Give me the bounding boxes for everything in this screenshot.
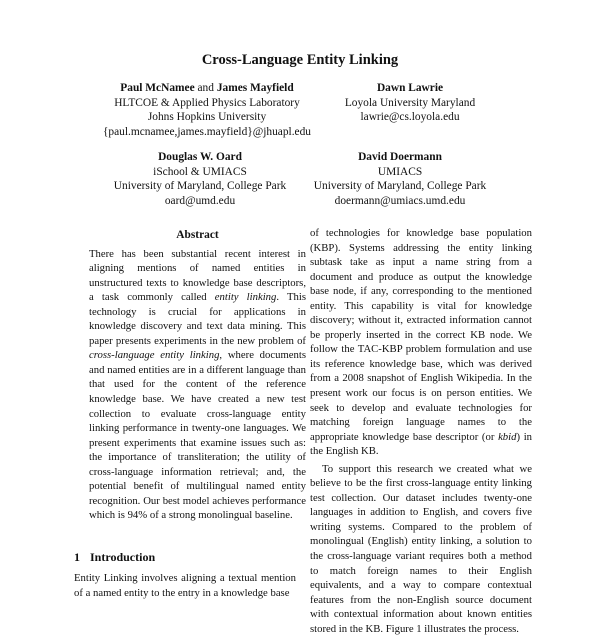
author-institution: University of Maryland, College Park (113, 180, 287, 193)
author-email: {paul.mcnamee,james.mayfield}@jhuapl.edu (102, 125, 312, 138)
right-column-body (310, 226, 532, 636)
author-name-mayfield: James Mayfield (216, 82, 294, 94)
author-affiliation: iSchool & UMIACS (153, 165, 247, 178)
author-email: lawrie@cs.loyola.edu (360, 111, 460, 124)
body-paragraph: of technologies for knowledge base population (KBP). Systems addressing the entity linking subtask take as input a name string from a document and produce as output the knowledge base node, if any, corresponding to the mentioned entity. This capability is vital for knowledge discovery; without it, extracted information cannot be properly inserted in the correct KB node. We follow the TAC-KBP problem formulation and use its reference knowledge base, which was derived from a 2008 snapshot of English Wikipedia. In the present work our focus is on person entities. We seek to develop and evaluate technologies for matching foreign language names to the appropriate knowledge base descriptor (or kbid) in the English KB. (310, 227, 533, 458)
author-institution: Johns Hopkins University (147, 111, 267, 124)
abstract-heading: Abstract (176, 229, 219, 241)
abstract-section (89, 228, 306, 523)
author-name-mcnamee: Paul McNamee (120, 82, 195, 94)
author-institution: University of Maryland, College Park (313, 180, 487, 193)
author-block-oard (100, 150, 300, 208)
author-institution: Loyola University Maryland (344, 96, 476, 109)
author-block-mcnamee-mayfield (84, 81, 330, 139)
section-title: Introduction (90, 550, 156, 564)
author-affiliation: UMIACS (377, 165, 423, 178)
introduction-heading (74, 550, 155, 565)
paper-title: Cross-Language Entity Linking (201, 52, 399, 68)
author-name-doermann: David Doermann (358, 151, 442, 163)
author-block-doermann (300, 150, 500, 208)
author-affiliation: HLTCOE & Applied Physics Laboratory (114, 96, 300, 109)
author-block-lawrie (310, 81, 510, 125)
author-email: oard@umd.edu (164, 194, 236, 207)
author-email: doermann@umiacs.umd.edu (334, 194, 466, 207)
introduction-text: Entity Linking involves aligning a textual mention of a named entity to the entry in a knowledge base (74, 572, 296, 599)
body-paragraph: To support this research we created what we believe to be the first cross-language entity linking test collection. Our dataset includes twenty-one languages in addition to English, and covers five writing systems. Compared to the problem of monolingual (English) entity linking, a solution to the cross-language variant requires both a method to match foreign names to their English equivalents, and a way to compare contextual features from the non-English source document with contextual information about known entities stored in the KB. Figure 1 illustrates the process. (310, 462, 532, 635)
abstract-text: There has been substantial recent interest in aligning mentions of named entities in unstructured texts to knowledge base descriptors, a task commonly called entity linking. This technology is crucial for applications in knowledge discovery and text data mining. This paper presents experiments in the new problem of cross-language entity linking, where documents and named entities are in a different language than that used for the content of the reference knowledge base. We have created a new test collection to evaluate cross-language entity linking performance in twenty-one languages. We present experiments that examine issues such as: the importance of transliteration; the utility of cross-language information retrieval; and, the potential benefit of multilingual named entity recognition. Our best model achieves performance which is 94% of a strong monolingual baseline. (89, 247, 307, 522)
author-name-lawrie: Dawn Lawrie (376, 82, 444, 94)
section-number: 1 (74, 550, 80, 564)
author-conjunction: and (197, 82, 214, 94)
author-name-oard: Douglas W. Oard (158, 151, 242, 163)
